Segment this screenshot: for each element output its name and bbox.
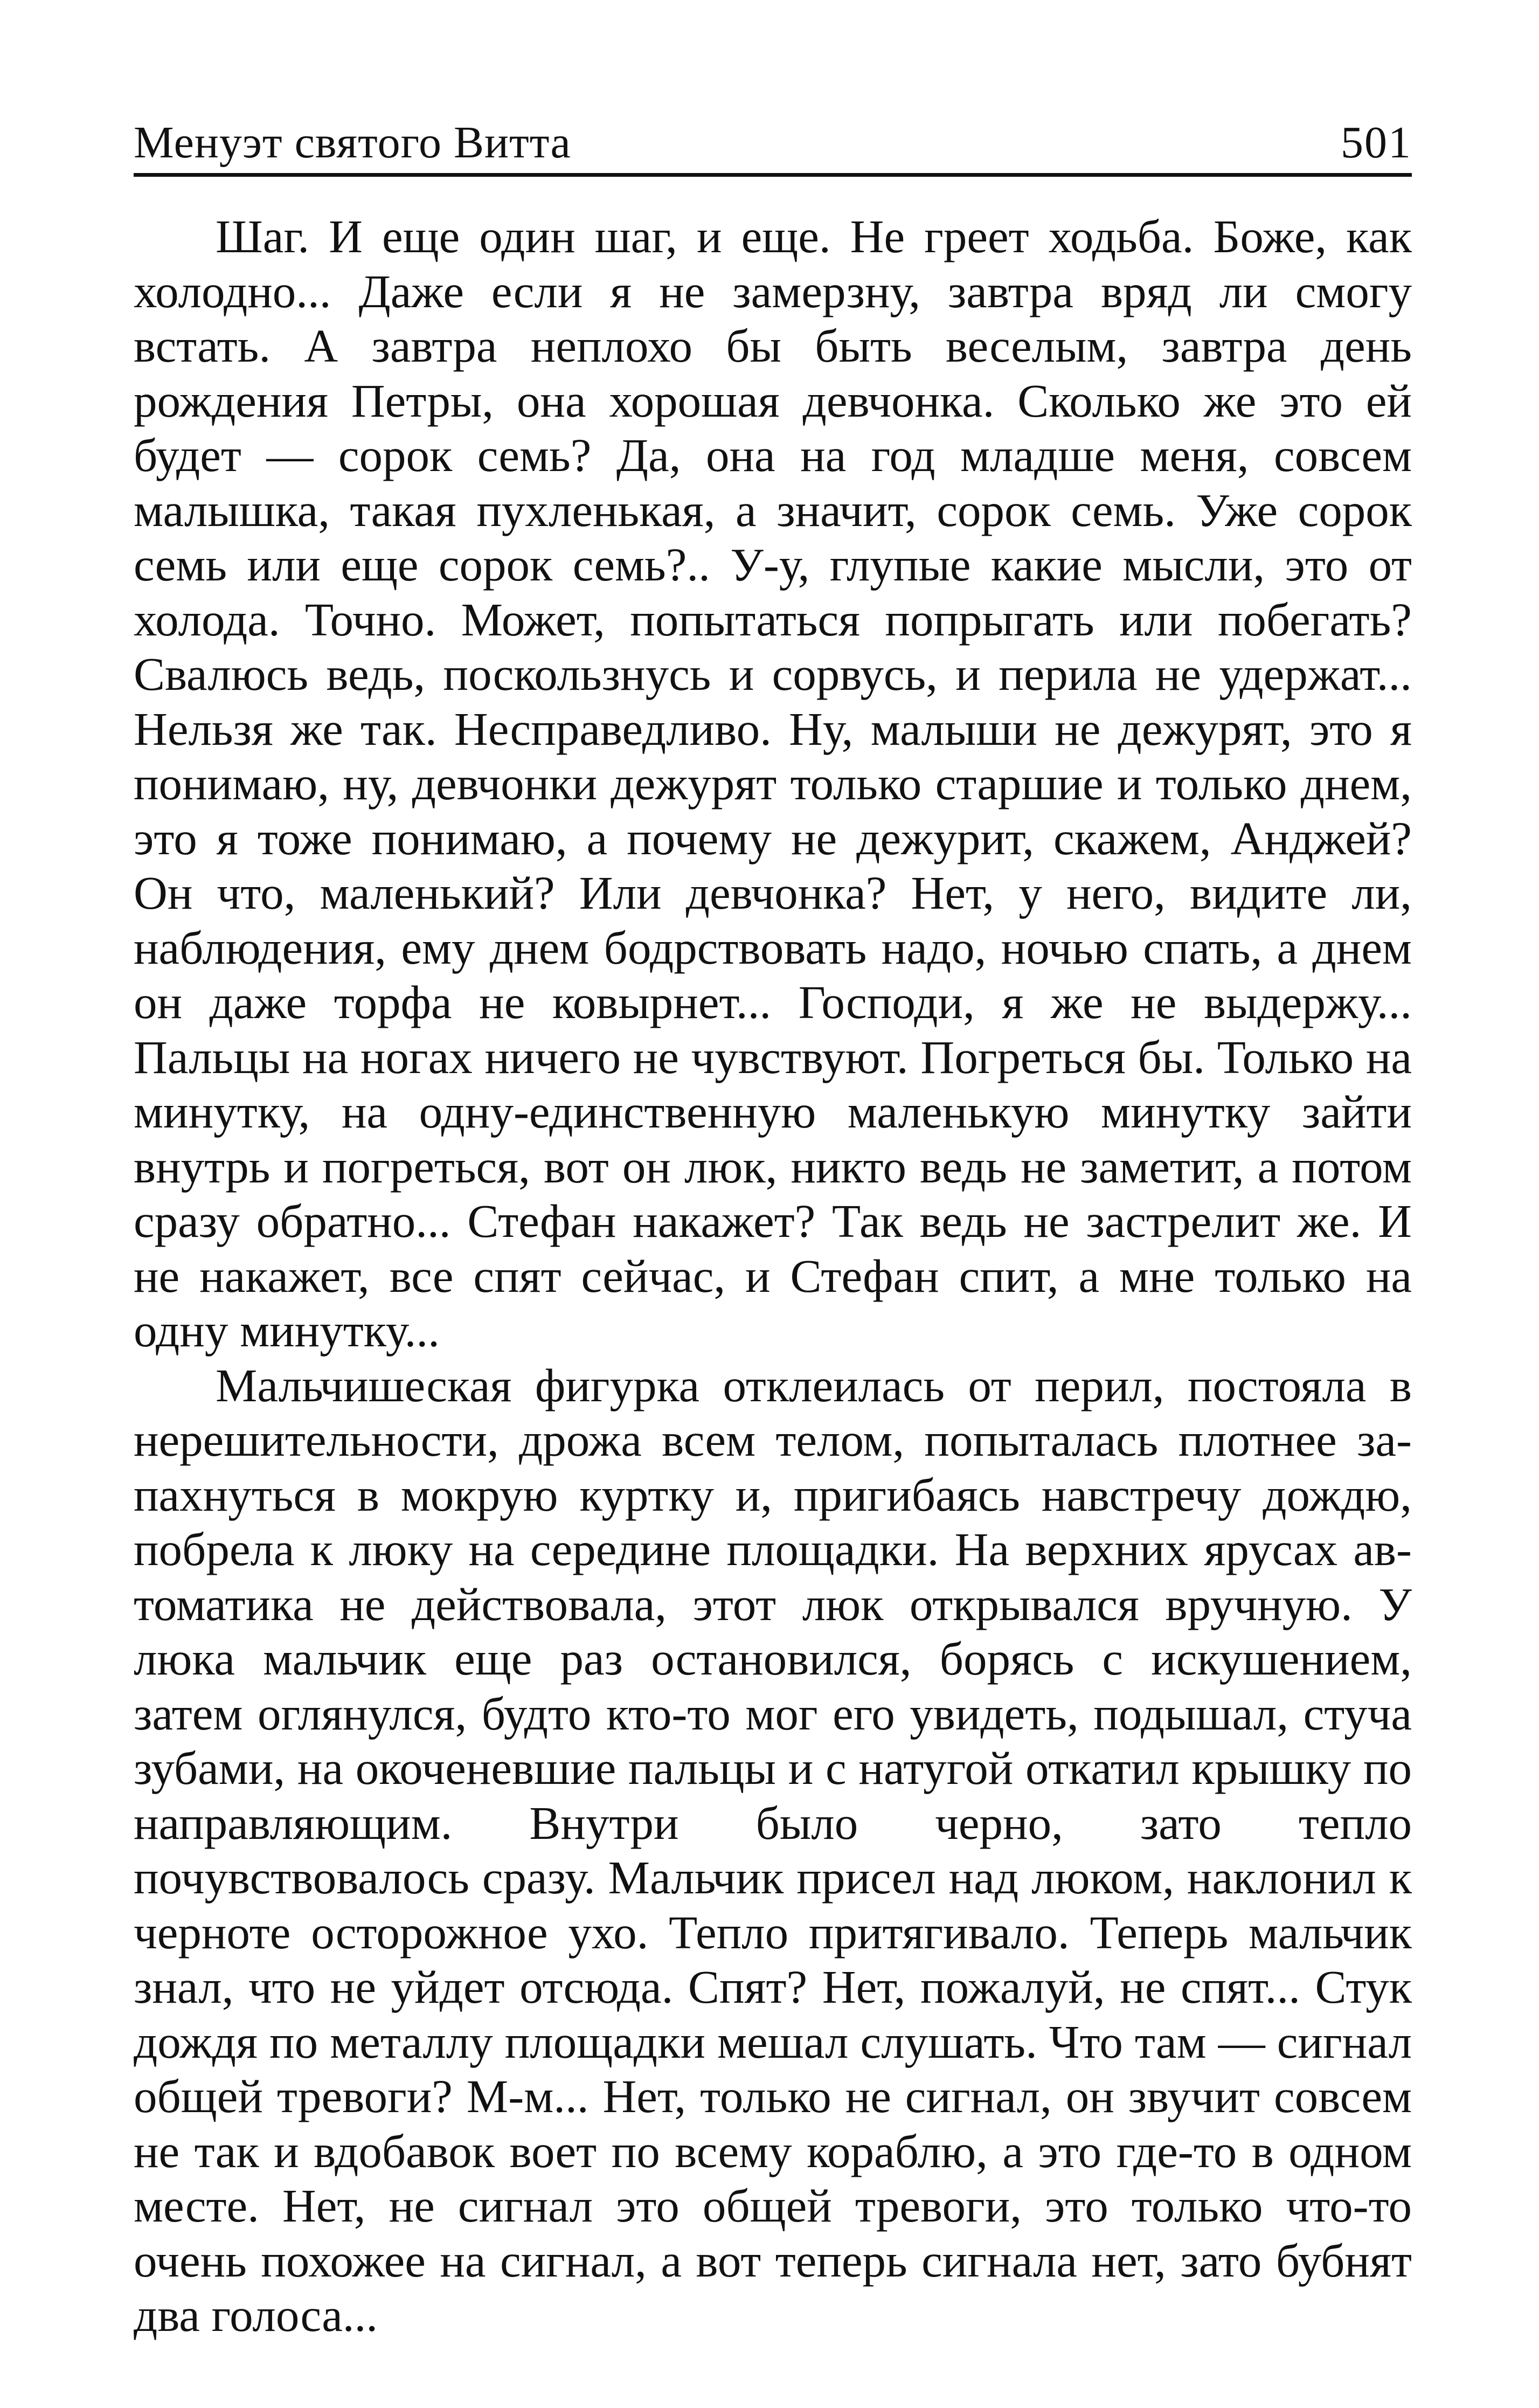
page-number: 501 xyxy=(1341,117,1412,168)
paragraph: Мальчишеская фигурка отклеилась от перил, постояла в нерешительности, дрожа всем телом, попыталась плотнее запахнуться в мокрую куртку и, пригибаясь навстречу дождю, побрела к люку на середине площадки. На верхних ярусах автоматика не действовала, этот люк открывался вручную. У люка мальчик еще раз остановился, борясь с искушением, затем оглянулся, будто кто-то мог его увидеть, подышал, стуча зубами, на окоченевшие пальцы и с натугой откатил крышку по направляющим. Внутри было черно, зато тепло почувствовалось сразу. Мальчик присел над люком, наклонил к черноте осторожное ухо. Тепло притягивало. Теперь мальчик знал, что не уйдет отсюда. Спят? Нет, пожалуй, не спят... Стук дождя по металлу площадки мешал слушать. Что там — сигнал общей тревоги? М-м... Нет, только не сигнал, он звучит совсем не так и вдобавок воет по всему кораблю, а это где-то в одном месте. Нет, не сигнал это общей тревоги, это только что-то очень похожее на сигнал, а вот теперь сигнала нет, зато бубнят два голоса... xyxy=(134,1359,1412,2341)
paragraph: Шаг. И еще один шаг, и еще. Не греет ходьба. Боже, как холодно... Даже если я не замерзну, завтра вряд ли смогу встать. А завтра неплохо бы быть веселым, завтра день рождения Петры, она хорошая девчонка. Сколько же это ей будет — сорок семь? Да, она на год младше меня, совсем малышка, такая пухленькая, а значит, сорок семь. Уже сорок семь или еще сорок семь?.. У-у, глупые какие мысли, это от холода. Точно. Может, попытаться попрыгать или побегать? Свалюсь ведь, поскользнусь и сорвусь, и перила не удержат... Нельзя же так. Несправедливо. Ну, малыши не дежурят, это я понимаю, ну, девчонки дежурят только старшие и только днем, это я тоже понимаю, а почему не дежурит, скажем, Анджей? Он что, маленький? Или девчонка? Нет, у него, видите ли, наблюдения, ему днем бодрствовать надо, ночью спать, а днем он даже торфа не ковырнет... Господи, я же не выдержу... Пальцы на ногах ничего не чувствуют. Погреться бы. Только на минутку, на одну-единственную маленькую минутку зайти внутрь и погреться, вот он люк, никто ведь не заметит, а потом сразу обратно... Стефан накажет? Так ведь не застрелит же. И не накажет, все спят сейчас, и Стефан спит, а мне только на одну минутку... xyxy=(134,210,1412,1357)
text-body xyxy=(134,209,1412,2343)
running-header xyxy=(134,112,1412,177)
chapter-title: Менуэт святого Витта xyxy=(134,117,571,168)
